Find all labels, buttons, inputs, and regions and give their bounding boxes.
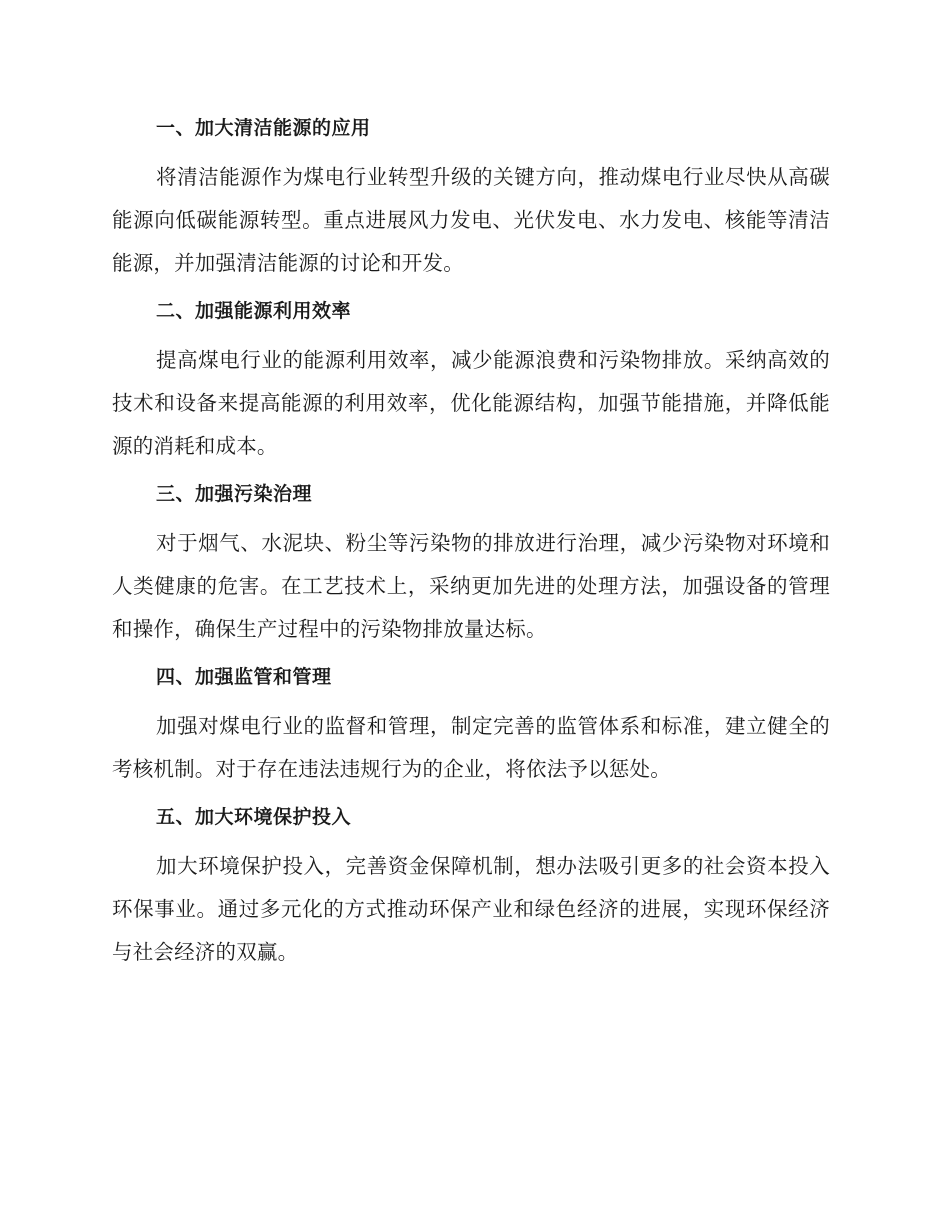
section-heading: 五、加大环境保护投入 (156, 806, 352, 828)
section-paragraph: 对于烟气、水泥块、粉尘等污染物的排放进行治理，减少污染物对环境和人类健康的危害。在工艺技术上，采纳更加先进的处理方法，加强设备的管理和操作，确保生产过程中的污染物排放量达标。 (112, 531, 830, 641)
section-heading: 一、加大清洁能源的应用 (156, 117, 371, 139)
section-paragraph: 将清洁能源作为煤电行业转型升级的关键方向，推动煤电行业尽快从高碳能源向低碳能源转型。重点进展风力发电、光伏发电、水力发电、核能等清洁能源，并加强清洁能源的讨论和开发。 (112, 165, 830, 275)
document-body (112, 108, 830, 974)
section-heading: 四、加强监管和管理 (156, 666, 332, 688)
section-paragraph: 提高煤电行业的能源利用效率，减少能源浪费和污染物排放。采纳高效的技术和设备来提高能源的利用效率，优化能源结构，加强节能措施，并降低能源的消耗和成本。 (112, 348, 830, 458)
section-heading: 三、加强污染治理 (156, 483, 313, 505)
section-environmental-investment (112, 797, 830, 974)
section-heading: 二、加强能源利用效率 (156, 300, 352, 322)
section-supervision (112, 657, 830, 791)
section-paragraph: 加大环境保护投入，完善资金保障机制，想办法吸引更多的社会资本投入环保事业。通过多元化的方式推动环保产业和绿色经济的进展，实现环保经济与社会经济的双赢。 (112, 854, 830, 964)
section-paragraph: 加强对煤电行业的监督和管理，制定完善的监管体系和标准，建立健全的考核机制。对于存在违法违规行为的企业，将依法予以惩处。 (112, 714, 830, 781)
section-pollution-control (112, 474, 830, 651)
section-energy-efficiency (112, 291, 830, 468)
section-clean-energy (112, 108, 830, 285)
